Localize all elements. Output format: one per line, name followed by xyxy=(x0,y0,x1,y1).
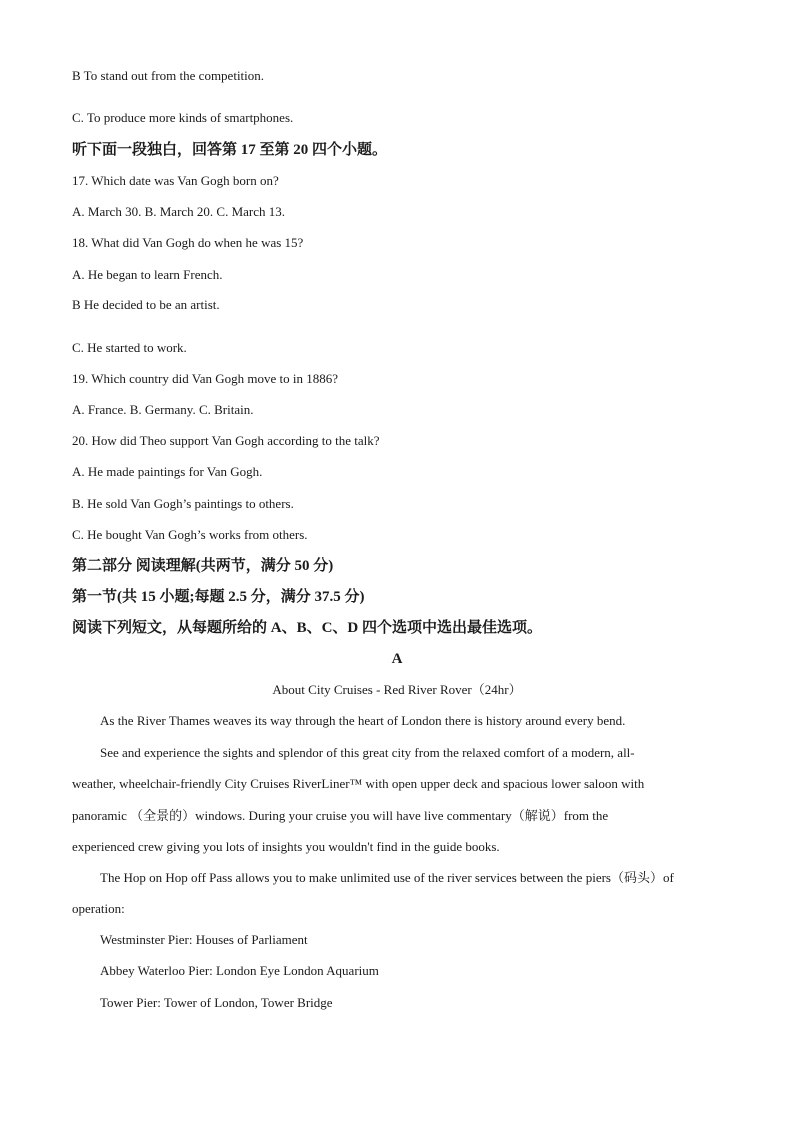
question-18-option-c: C. He started to work. xyxy=(72,340,187,355)
paragraph-2-line-4: experienced crew giving you lots of insights you wouldn't find in the guide books. xyxy=(72,839,500,854)
question-18-option-b: B He decided to be an artist. xyxy=(72,297,220,312)
part-two-heading: 第二部分 阅读理解(共两节，满分 50 分) xyxy=(72,558,334,574)
question-20-option-c: C. He bought Van Gogh’s works from others. xyxy=(72,527,308,542)
paragraph-2-line-3: panoramic （全景的）windows. During your cruise you will have live commentary（解说）from the xyxy=(72,808,609,823)
paragraph-2-line-1: See and experience the sights and splendor of this great city from the relaxed comfort of a modern, all- xyxy=(100,745,635,760)
passage-title: About City Cruises - Red River Rover（24hr） xyxy=(272,682,522,697)
pier-abbey-waterloo: Abbey Waterloo Pier: London Eye London Aquarium xyxy=(100,963,379,978)
pier-tower: Tower Pier: Tower of London, Tower Bridge xyxy=(100,995,333,1010)
reading-instruction: 阅读下列短文，从每题所给的 A、B、C、D 四个选项中选出最佳选项。 xyxy=(72,620,543,636)
question-19: 19. Which country did Van Gogh move to in 1886? xyxy=(72,371,338,386)
section-instruction-monologue: 听下面一段独白，回答第 17 至第 20 四个小题。 xyxy=(72,142,388,158)
question-18-option-a: A. He began to learn French. xyxy=(72,267,223,282)
question-19-options: A. France. B. Germany. C. Britain. xyxy=(72,402,254,417)
pier-westminster: Westminster Pier: Houses of Parliament xyxy=(100,932,308,947)
question-17-options: A. March 30. B. March 20. C. March 13. xyxy=(72,204,286,219)
paragraph-3-line-2: operation: xyxy=(72,901,125,916)
question-20-option-a: A. He made paintings for Van Gogh. xyxy=(72,464,263,479)
option-c-more-smartphones: C. To produce more kinds of smartphones. xyxy=(72,110,294,125)
question-20: 20. How did Theo support Van Gogh according to the talk? xyxy=(72,433,380,448)
paragraph-3-line-1: The Hop on Hop off Pass allows you to make unlimited use of the river services between the piers（码头）of xyxy=(100,870,674,885)
passage-letter-a: A xyxy=(391,651,403,667)
paragraph-2-line-2: weather, wheelchair-friendly City Cruises RiverLiner™ with open upper deck and spacious lower saloon with xyxy=(72,776,645,791)
question-20-option-b: B. He sold Van Gogh’s paintings to others. xyxy=(72,496,294,511)
paragraph-1: As the River Thames weaves its way through the heart of London there is history around every bend. xyxy=(100,713,626,728)
question-17: 17. Which date was Van Gogh born on? xyxy=(72,173,279,188)
option-b-stand-out: B To stand out from the competition. xyxy=(72,68,265,83)
question-18: 18. What did Van Gogh do when he was 15? xyxy=(72,235,304,250)
section-one-heading: 第一节(共 15 小题;每题 2.5 分，满分 37.5 分) xyxy=(72,589,365,605)
